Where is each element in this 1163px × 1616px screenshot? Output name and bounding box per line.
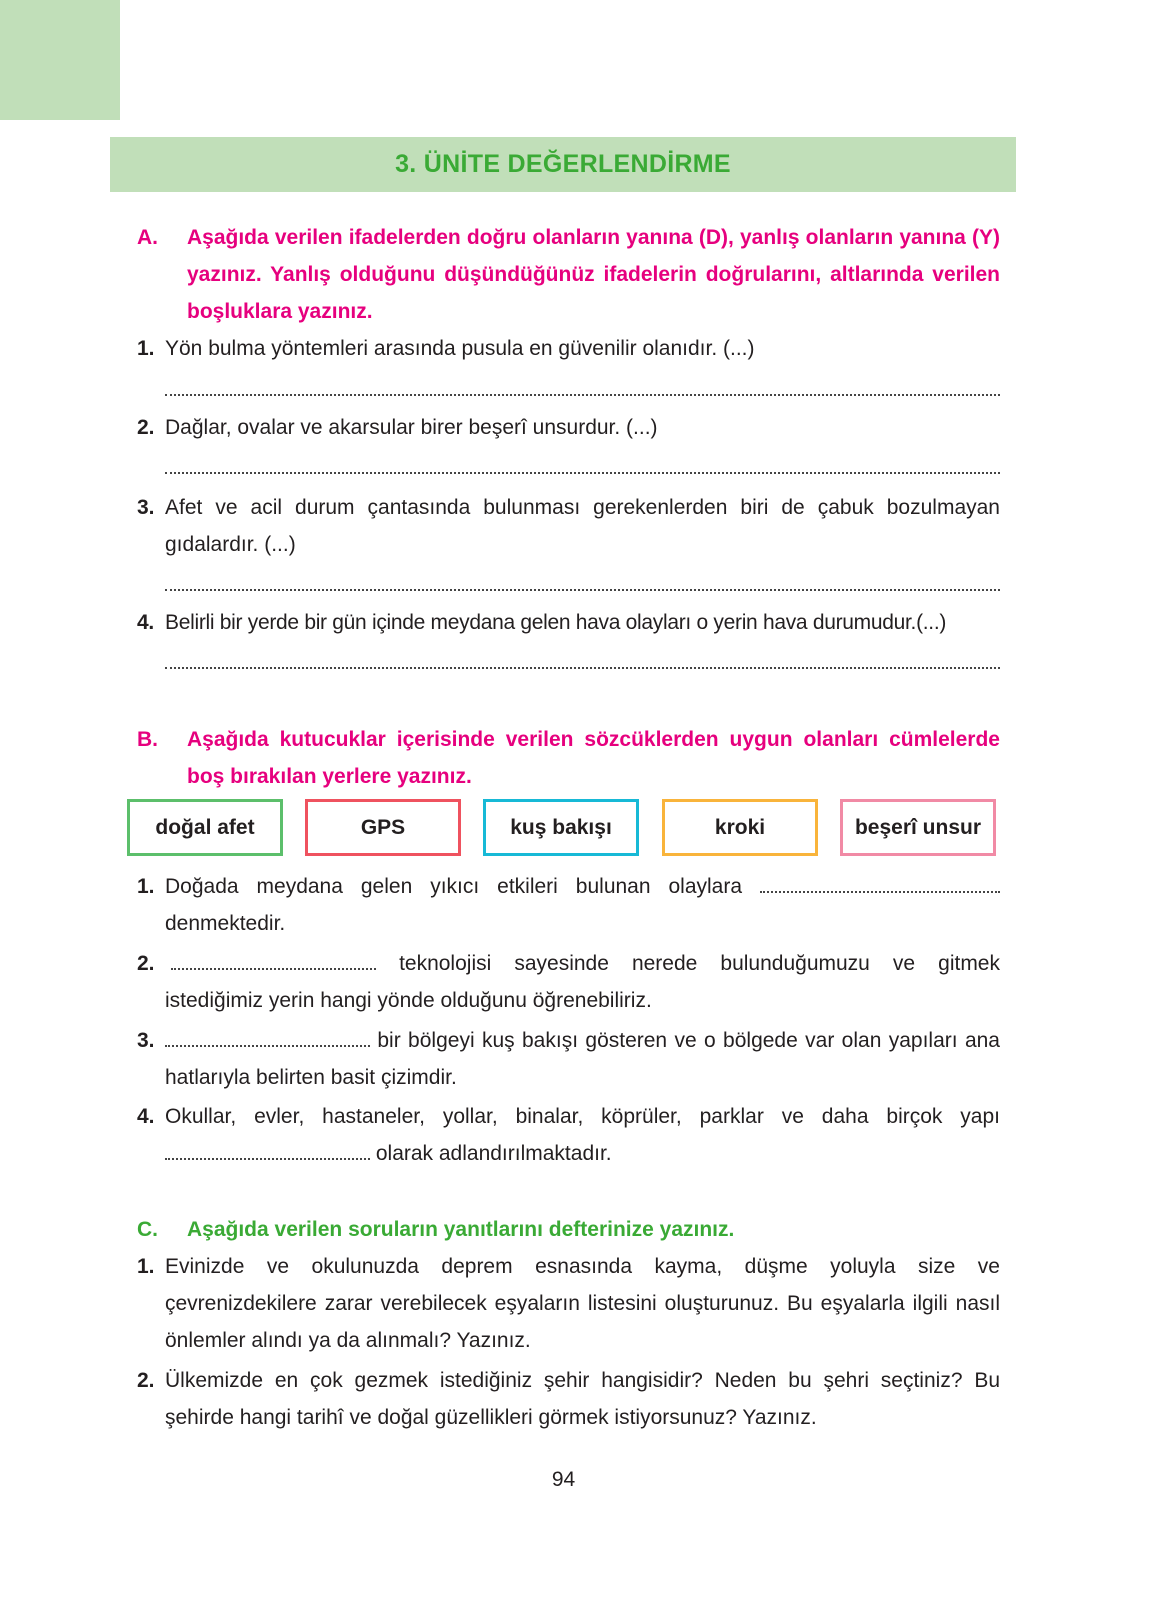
b-item-4 — [137, 1098, 1000, 1172]
item-text: Belirli bir yerde bir gün içinde meydana gelen hava olayları o yerin hava durumudur.(...) — [165, 611, 947, 634]
item-number: 2. — [137, 952, 155, 975]
fill-blank[interactable] — [171, 968, 376, 970]
b-item-1 — [137, 868, 1000, 942]
section-a-label: A. — [137, 226, 158, 249]
item-text: olarak adlandırılmaktadır. — [375, 1142, 612, 1165]
a-item-3 — [137, 489, 1000, 563]
page-number: 94 — [551, 1468, 576, 1491]
item-number: 4. — [137, 1105, 155, 1128]
item-number: 3. — [137, 496, 155, 519]
item-number: 1. — [137, 1255, 155, 1278]
word-box-gps: GPS — [305, 799, 461, 856]
section-b-label: B. — [137, 728, 158, 751]
a-item-1 — [137, 330, 1000, 367]
fill-blank[interactable] — [165, 1045, 370, 1047]
item-text: Dağlar, ovalar ve akarsular birer beşerî unsurdur. (...) — [165, 416, 658, 439]
answer-line-3[interactable] — [165, 589, 1000, 591]
item-text: Afet ve acil durum çantasında bulunması gerekenlerden biri de çabuk bozulmayan gıdalardır. (...) — [165, 496, 1000, 556]
section-c-label: C. — [137, 1218, 158, 1241]
item-text: denmektedir. — [165, 912, 286, 935]
c-item-1 — [137, 1248, 1000, 1359]
section-c-instruction — [137, 1211, 1000, 1248]
item-text: Evinizde ve okulunuzda deprem esnasında kayma, düşme yoluyla size ve çevrenizdekilere zarar verebilecek eşyaların listesini oluşturunuz. Bu eşyalarla ilgili nasıl önlemler alındı ya da alınmalı? Yazınız. — [165, 1255, 1000, 1352]
section-b-instruction — [137, 721, 1000, 795]
word-box-dogal-afet: doğal afet — [127, 799, 283, 856]
item-number: 4. — [137, 611, 154, 634]
a-item-2 — [137, 409, 1000, 446]
b-item-3 — [137, 1022, 1000, 1096]
item-text: Okullar, evler, hastaneler, yollar, binalar, köprüler, parklar ve daha birçok yapı — [165, 1105, 1000, 1128]
fill-blank[interactable] — [760, 891, 1000, 893]
c-item-2 — [137, 1362, 1000, 1436]
answer-line-1[interactable] — [165, 394, 1000, 396]
page-title: 3. ÜNİTE DEĞERLENDİRME — [395, 150, 731, 178]
item-text: Doğada meydana gelen yıkıcı etkileri bulunan olaylara — [165, 875, 743, 898]
word-box-kus-bakisi: kuş bakışı — [483, 799, 639, 856]
item-number: 1. — [137, 337, 155, 360]
title-band — [110, 137, 1016, 192]
word-box-beseri-unsur: beşerî unsur — [840, 799, 996, 856]
section-a-text: Aşağıda verilen ifadelerden doğru olanların yanına (D), yanlış olanların yanına (Y) yazınız. Yanlış olduğunu düşündüğünüz ifadelerin doğrularını, altlarında verilen boşluklara yazınız. — [187, 226, 1000, 323]
item-number: 2. — [137, 1369, 155, 1392]
item-text: bir bölgeyi kuş bakışı gösteren ve o bölgede var olan yapıları ana hatlarıyla belirten basit çizimdir. — [165, 1029, 1000, 1089]
answer-line-2[interactable] — [165, 472, 1000, 474]
item-number: 3. — [137, 1029, 155, 1052]
a-item-4 — [137, 604, 1000, 641]
section-a-instruction — [137, 219, 1000, 330]
section-b-text: Aşağıda kutucuklar içerisinde verilen sözcüklerden uygun olanları cümlelerde boş bırakılan yerlere yazınız. — [187, 728, 1000, 788]
item-text: Yön bulma yöntemleri arasında pusula en güvenilir olanıdır. (...) — [165, 337, 755, 360]
word-box-kroki: kroki — [662, 799, 818, 856]
answer-line-4[interactable] — [165, 667, 1000, 669]
item-text: teknolojisi sayesinde nerede bulunduğumuzu ve gitmek istediğimiz yerin hangi yönde olduğunu öğrenebiliriz. — [165, 952, 1000, 1012]
item-number: 1. — [137, 875, 155, 898]
section-c-text: Aşağıda verilen soruların yanıtlarını defterinize yazınız. — [187, 1218, 735, 1241]
fill-blank[interactable] — [165, 1158, 370, 1160]
item-text: Ülkemizde en çok gezmek istediğiniz şehir hangisidir? Neden bu şehri seçtiniz? Bu şehirde hangi tarihî ve doğal güzellikleri görmek istiyorsunuz? Yazınız. — [165, 1369, 1000, 1429]
b-item-2 — [137, 945, 1000, 1019]
corner-decoration — [0, 0, 120, 120]
item-number: 2. — [137, 416, 155, 439]
